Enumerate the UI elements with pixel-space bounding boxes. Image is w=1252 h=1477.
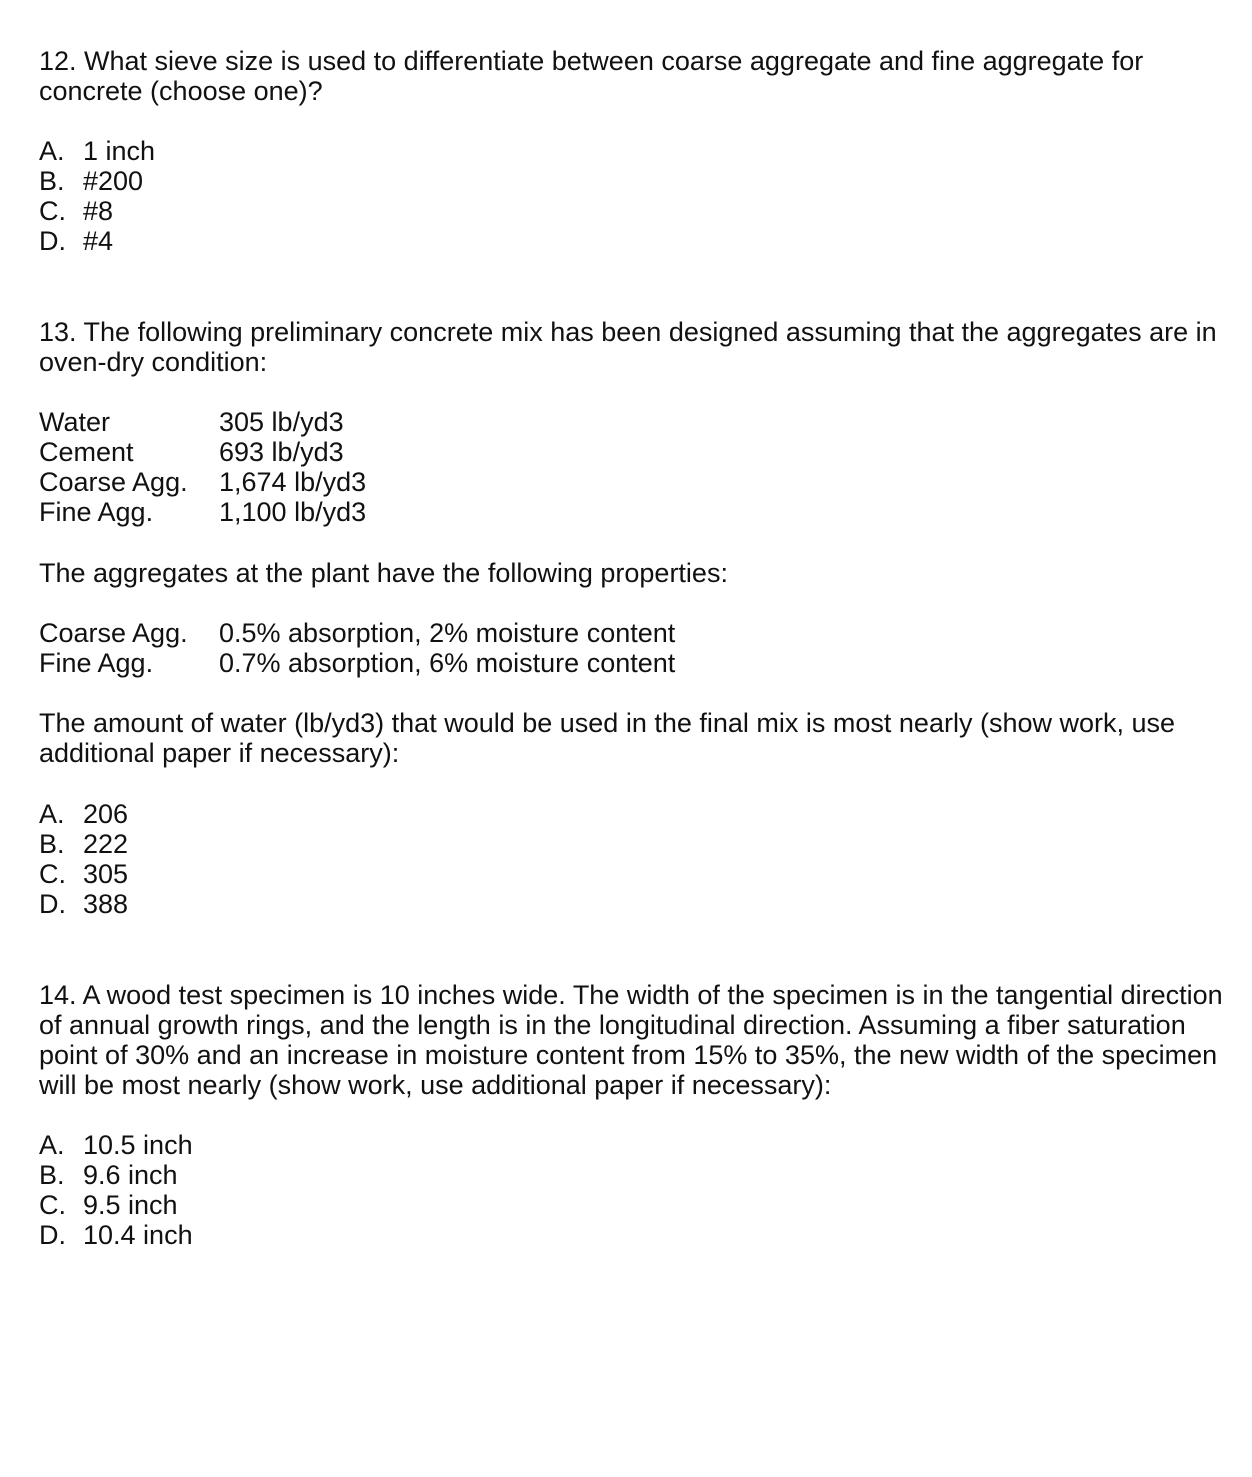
option-letter: C. (39, 859, 66, 889)
aggregate-properties-table (39, 618, 675, 678)
mix-row (39, 467, 366, 497)
option-item (39, 829, 128, 859)
mix-row (39, 407, 366, 437)
option-text: 9.6 inch (83, 1160, 178, 1190)
option-letter: B. (39, 829, 65, 859)
properties-intro: The aggregates at the plant have the following properties: (39, 558, 728, 588)
question-12-text: 12. What sieve size is used to differentiate between coarse aggregate and fine aggregate for concrete (choose one)? (39, 46, 1144, 106)
property-value: 0.7% absorption, 6% moisture content (219, 648, 676, 678)
mix-value: 1,674 lb/yd3 (219, 467, 367, 497)
option-item (39, 799, 128, 829)
option-letter: C. (39, 196, 66, 226)
option-item (39, 1130, 193, 1160)
option-text: #8 (83, 196, 114, 226)
option-text: 10.5 inch (83, 1130, 193, 1160)
option-item (39, 1190, 193, 1220)
option-text: 1 inch (83, 136, 156, 166)
option-item (39, 859, 128, 889)
option-letter: B. (39, 166, 65, 196)
option-letter: D. (39, 226, 66, 256)
question-13-prompt: The amount of water (lb/yd3) that would be used in the final mix is most nearly (show work, use additional paper if necessary): (39, 708, 1176, 768)
option-item (39, 196, 155, 226)
question-14-options (39, 1130, 193, 1250)
option-item (39, 226, 155, 256)
mix-value: 1,100 lb/yd3 (219, 497, 367, 527)
option-item (39, 889, 128, 919)
mix-row (39, 497, 366, 527)
property-row (39, 618, 675, 648)
question-13-text: 13. The following preliminary concrete mix has been designed assuming that the aggregates are in oven-dry condition: (39, 317, 1217, 377)
option-letter: A. (39, 1130, 65, 1160)
option-letter: D. (39, 889, 66, 919)
option-text: 9.5 inch (83, 1190, 178, 1220)
question-13-options (39, 799, 128, 919)
mix-label: Coarse Agg. (39, 467, 188, 497)
option-letter: A. (39, 799, 65, 829)
option-text: 206 (83, 799, 129, 829)
option-letter: D. (39, 1220, 66, 1250)
property-label: Fine Agg. (39, 648, 154, 678)
option-letter: C. (39, 1190, 66, 1220)
option-text: 10.4 inch (83, 1220, 193, 1250)
question-12-options (39, 136, 155, 256)
mix-value: 305 lb/yd3 (219, 407, 344, 437)
question-14-text: 14. A wood test specimen is 10 inches wide. The width of the specimen is in the tangential direction of annual growth rings, and the length is in the longitudinal direction. Assuming a fiber saturation point of 30% and an increase in moisture content from 15% to 35%, the new width of the specimen will be most nearly (show work, use additional paper if necessary): (39, 980, 1223, 1100)
option-item (39, 1220, 193, 1250)
mix-label: Fine Agg. (39, 497, 154, 527)
option-letter: B. (39, 1160, 65, 1190)
option-text: #4 (83, 226, 114, 256)
option-text: 222 (83, 829, 129, 859)
option-item (39, 166, 155, 196)
option-item (39, 136, 155, 166)
option-text: 305 (83, 859, 129, 889)
option-text: #200 (83, 166, 144, 196)
mix-design-table (39, 407, 366, 527)
mix-label: Cement (39, 437, 134, 467)
option-letter: A. (39, 136, 65, 166)
mix-value: 693 lb/yd3 (219, 437, 344, 467)
mix-label: Water (39, 407, 111, 437)
option-item (39, 1160, 193, 1190)
option-text: 388 (83, 889, 129, 919)
mix-row (39, 437, 366, 467)
property-row (39, 648, 675, 678)
property-value: 0.5% absorption, 2% moisture content (219, 618, 676, 648)
property-label: Coarse Agg. (39, 618, 188, 648)
